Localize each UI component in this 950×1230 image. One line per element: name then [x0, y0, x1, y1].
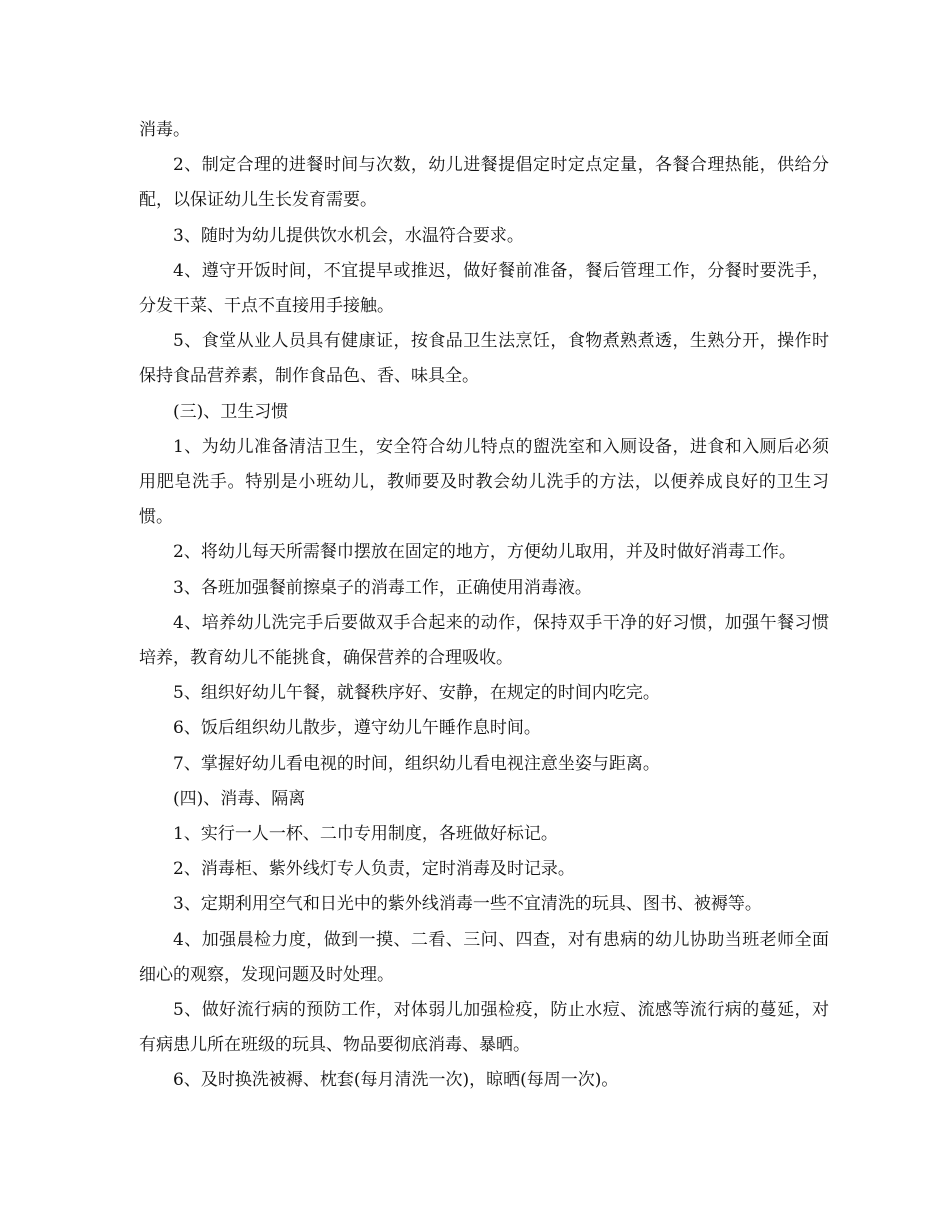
paragraph-uv-lamp: 2、消毒柜、紫外线灯专人负责，定时消毒及时记录。	[173, 859, 575, 880]
paragraph-canteen-staff: 5、食堂从业人员具有健康证，按食品卫生法烹饪，食物煮熟煮透，生熟分开，操作时保持食品营养素，制作食品色、香、味具全。	[139, 331, 829, 387]
paragraph-meal-time: 2、制定合理的进餐时间与次数，幼儿进餐提倡定时定点定量，各餐合理热能，供给分配，以保证幼儿生长发育需要。	[139, 155, 829, 211]
paragraph-epidemic-prevention: 5、做好流行病的预防工作，对体弱儿加强检疫，防止水痘、流感等流行病的蔓延，对有病患儿所在班级的玩具、物品要彻底消毒、暴晒。	[139, 1000, 829, 1056]
paragraph-tv: 7、掌握好幼儿看电视的时间，组织幼儿看电视注意坐姿与距离。	[173, 753, 660, 774]
section-heading-hygiene-habits: (三)、卫生习惯	[173, 401, 289, 422]
paragraph-washroom: 1、为幼儿准备清洁卫生，安全符合幼儿特点的盥洗室和入厕设备，进食和入厕后必须用肥皂洗手。特别是小班幼儿，教师要及时教会幼儿洗手的方法，以便养成良好的卫生习惯。	[139, 436, 829, 528]
paragraph-meal-schedule: 4、遵守开饭时间，不宜提早或推迟，做好餐前准备，餐后管理工作，分餐时要洗手，分发干菜、干点不直接用手接触。	[139, 260, 829, 317]
paragraph-walk-nap: 6、饭后组织幼儿散步，遵守幼儿午睡作息时间。	[173, 718, 541, 739]
section-heading-disinfection-isolation: (四)、消毒、隔离	[173, 788, 306, 809]
paragraph-napkins: 2、将幼儿每天所需餐巾摆放在固定的地方，方便幼儿取用，并及时做好消毒工作。	[173, 542, 796, 563]
paragraph-morning-check: 4、加强晨检力度，做到一摸、二看、三问、四查，对有患病的幼儿协助当班老师全面细心的观察，发现问题及时处理。	[139, 929, 829, 985]
document-body	[139, 113, 829, 1099]
paragraph-bedding: 6、及时换洗被褥、枕套(每月清洗一次)，晾晒(每周一次)。	[173, 1070, 619, 1091]
paragraph-table-disinfection: 3、各班加强餐前擦桌子的消毒工作，正确使用消毒液。	[173, 577, 592, 598]
paragraph-cups-towels: 1、实行一人一杯、二巾专用制度，各班做好标记。	[173, 824, 558, 845]
paragraph-hand-habits: 4、培养幼儿洗完手后要做双手合起来的动作，保持双手干净的好习惯，加强午餐习惯培养，教育幼儿不能挑食，确保营养的合理吸收。	[139, 612, 829, 669]
paragraph-continuation: 消毒。	[139, 120, 190, 140]
paragraph-sunlight-disinfection: 3、定期利用空气和日光中的紫外线消毒一些不宜清洗的玩具、图书、被褥等。	[173, 894, 762, 915]
paragraph-lunch: 5、组织好幼儿午餐，就餐秩序好、安静，在规定的时间内吃完。	[173, 683, 660, 704]
paragraph-drinking-water: 3、随时为幼儿提供饮水机会，水温符合要求。	[173, 225, 524, 246]
